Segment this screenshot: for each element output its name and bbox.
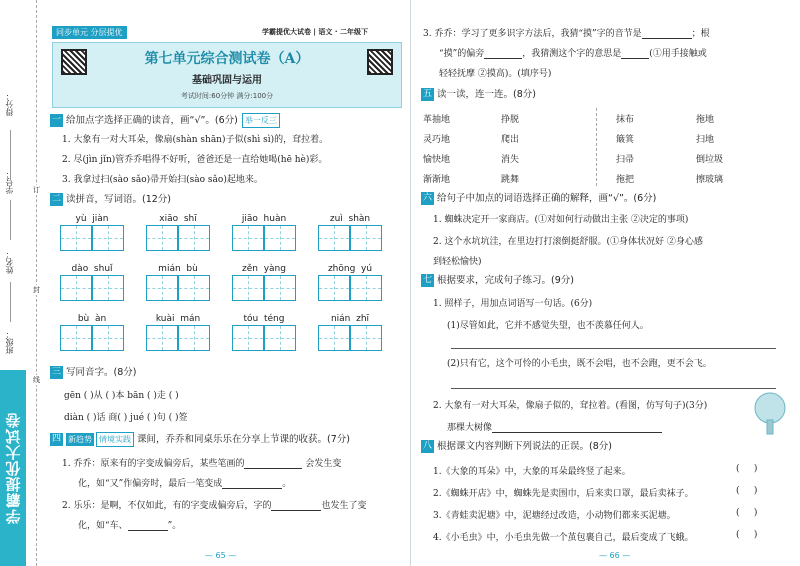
unit-tag: 同步单元 分层提优 bbox=[52, 26, 127, 39]
s1-item-1: 1. 大象有一对大耳朵，像扇(shàn shān)子似(shì sì)的，耷拉着。 bbox=[62, 135, 329, 145]
pinyin-group bbox=[318, 214, 382, 251]
s3-row-1: gēn ( )从 ( )本 bān ( )走 ( ) bbox=[64, 391, 179, 401]
s4b-line-1 bbox=[423, 26, 710, 39]
section-3-heading bbox=[50, 366, 136, 379]
tianzige-boxes bbox=[318, 225, 382, 251]
tianzige-cell[interactable] bbox=[318, 225, 350, 251]
s6-item-2: 2. 这个水坑坑洼，在里边打打滚倒挺舒服。(①身体状况好 ②身心感 bbox=[433, 237, 703, 247]
feng-mark: 封 bbox=[33, 286, 40, 294]
section-title: 课间，乔乔和同桌乐乐在分享上节课的收获。(7分) bbox=[137, 434, 350, 445]
id-label: 学号： bbox=[5, 170, 14, 194]
s6-item-2-cont: 到轻松愉快) bbox=[433, 257, 482, 267]
match-word[interactable]: 渐渐地 bbox=[423, 175, 451, 185]
s4-text: 1. 乔乔：原来有的字变成偏旁后，某些笔画的 bbox=[62, 459, 245, 469]
section-title: 给加点字选择正确的读音，画“√”。(6分) bbox=[66, 115, 238, 126]
section-tag: 举一反三 bbox=[242, 113, 280, 128]
s4b-text: “摸”的偏旁 bbox=[439, 49, 485, 59]
pinyin-group bbox=[146, 264, 210, 301]
tianzige-boxes bbox=[232, 275, 296, 301]
tianzige-boxes bbox=[146, 225, 210, 251]
s7-item-1-1: (1)尽管如此，它并不感觉失望，也不羡慕任何人。 bbox=[447, 321, 649, 331]
s4b-text: (①用手接触或 bbox=[649, 49, 707, 59]
title-box bbox=[52, 42, 402, 108]
id-line bbox=[10, 200, 11, 240]
pinyin-group bbox=[60, 314, 124, 351]
s7-item-2: 2. 大象有一对大耳朵，像扇子似的，耷拉着。(看图，仿写句子)(3分) bbox=[433, 401, 708, 411]
tianzige-cell[interactable] bbox=[60, 325, 92, 351]
section-number: 七 bbox=[423, 275, 433, 285]
section-title: 读一读，连一连。(8分) bbox=[437, 89, 536, 100]
tianzige-cell[interactable] bbox=[318, 275, 350, 301]
pinyin-text: dào shuǐ bbox=[71, 264, 113, 274]
pinyin-group bbox=[232, 214, 296, 251]
match-word[interactable]: 跳舞 bbox=[501, 175, 520, 185]
tianzige-cell[interactable] bbox=[264, 325, 296, 351]
pinyin-group bbox=[60, 264, 124, 301]
tianzige-cell[interactable] bbox=[92, 275, 124, 301]
brand-banner: 学霸提优大试卷 bbox=[0, 370, 26, 566]
tianzige-cell[interactable] bbox=[146, 275, 178, 301]
tianzige-cell[interactable] bbox=[264, 225, 296, 251]
answer-blank[interactable] bbox=[492, 423, 662, 433]
tianzige-cell[interactable] bbox=[60, 275, 92, 301]
sidebar bbox=[0, 0, 46, 566]
match-word[interactable]: 革抽地 bbox=[423, 115, 451, 125]
name-line bbox=[10, 282, 11, 322]
s1-item-3: 3. 我拿过扫(sào sǎo)帚开始扫(sào sǎo)起地来。 bbox=[62, 175, 263, 185]
s4b-text: 3. 乔乔：学习了更多识字方法后，我猜“摸”字的音节是 bbox=[423, 29, 642, 39]
s4-item-1a bbox=[62, 456, 341, 469]
answer-blank[interactable] bbox=[642, 29, 692, 39]
match-word[interactable]: 扫地 bbox=[696, 135, 715, 145]
tianzige-cell[interactable] bbox=[350, 275, 382, 301]
match-word[interactable]: 抹布 bbox=[616, 115, 635, 125]
pinyin-text: jiāo huàn bbox=[241, 214, 287, 224]
tianzige-cell[interactable] bbox=[146, 225, 178, 251]
section-2-heading bbox=[50, 193, 171, 206]
tianzige-cell[interactable] bbox=[178, 275, 210, 301]
section-number: 二 bbox=[52, 194, 62, 204]
pinyin-text: yù jiàn bbox=[75, 214, 109, 224]
tianzige-cell[interactable] bbox=[60, 225, 92, 251]
section-number: 五 bbox=[423, 89, 433, 99]
s4-text: 。 bbox=[282, 479, 292, 489]
s4-item-2a bbox=[62, 498, 366, 511]
score-label: 得分： bbox=[5, 92, 14, 116]
section-8-heading bbox=[421, 440, 612, 453]
s7-item-1-2: (2)只有它，这个可怜的小毛虫，既不会唱，也不会跑，更不会飞。 bbox=[447, 359, 712, 369]
pinyin-group bbox=[60, 214, 124, 251]
pinyin-text: bù àn bbox=[77, 314, 107, 324]
name-label: 姓名： bbox=[5, 250, 14, 274]
s7-text: 那棵大树像 bbox=[447, 423, 493, 433]
tianzige-boxes bbox=[146, 325, 210, 351]
tianzige-boxes bbox=[60, 275, 124, 301]
match-word[interactable]: 愉快地 bbox=[423, 155, 451, 165]
ding-mark: 订 bbox=[33, 186, 40, 194]
section-7-heading bbox=[421, 274, 574, 287]
s4-text: 化，如“车、 bbox=[78, 521, 128, 531]
pinyin-group bbox=[232, 314, 296, 351]
s4-text: 化，如“又”作偏旁时，最后一笔变成 bbox=[78, 479, 223, 489]
match-divider bbox=[596, 108, 597, 186]
s4b-text: ，我猜测这个字的意思是 bbox=[522, 49, 622, 59]
answer-blank[interactable] bbox=[128, 521, 168, 531]
pinyin-group bbox=[318, 314, 382, 351]
judge-item: 4.《小毛虫》中，小毛虫先做一个茧包裹自己，最后变成了飞蛾。 bbox=[433, 533, 694, 543]
section-number: 三 bbox=[52, 367, 62, 377]
answer-blank[interactable] bbox=[244, 459, 302, 469]
series-label: 学霸提优大试卷 | 语文 · 二年级下 bbox=[262, 28, 368, 36]
tianzige-boxes bbox=[232, 325, 296, 351]
practice-tag: 情境实践 bbox=[96, 432, 134, 447]
pinyin-text: xiāo shī bbox=[159, 214, 197, 224]
pinyin-text: kuài mán bbox=[155, 314, 201, 324]
pinyin-text: tóu téng bbox=[243, 314, 285, 324]
match-word[interactable]: 消失 bbox=[501, 155, 520, 165]
section-title: 根据课文内容判断下列说法的正误。(8分) bbox=[437, 441, 612, 452]
tianzige-cell[interactable] bbox=[350, 325, 382, 351]
tianzige-boxes bbox=[318, 325, 382, 351]
s3-row-2: diàn ( )话 商( ) jué ( )句 ( )签 bbox=[64, 413, 188, 423]
answer-line-1[interactable] bbox=[451, 348, 776, 349]
match-word[interactable]: 灵巧地 bbox=[423, 135, 451, 145]
s4-text: ”。 bbox=[167, 521, 182, 531]
pinyin-group bbox=[318, 264, 382, 301]
pinyin-text: nián zhī bbox=[330, 314, 370, 324]
tianzige-boxes bbox=[60, 225, 124, 251]
match-word[interactable]: 簸箕 bbox=[616, 135, 635, 145]
pinyin-text: zhōng yú bbox=[327, 264, 373, 274]
tianzige-boxes bbox=[318, 275, 382, 301]
pinyin-text: zuì shàn bbox=[329, 214, 371, 224]
tianzige-cell[interactable] bbox=[232, 225, 264, 251]
section-number: 六 bbox=[423, 193, 433, 203]
judge-item: 1.《大象的耳朵》中，大象的耳朵最终竖了起来。 bbox=[433, 467, 631, 477]
pinyin-group bbox=[232, 264, 296, 301]
pinyin-group bbox=[146, 314, 210, 351]
match-word[interactable]: 爬出 bbox=[501, 135, 520, 145]
judge-answer-paren[interactable]: ( ) bbox=[736, 508, 758, 518]
judge-answer-paren[interactable]: ( ) bbox=[736, 486, 758, 496]
judge-item: 3.《青蛙卖泥塘》中，泥塘经过改造，小动物们都来买泥塘。 bbox=[433, 511, 676, 521]
s4b-line-2 bbox=[439, 46, 707, 59]
tianzige-cell[interactable] bbox=[350, 225, 382, 251]
tree-icon bbox=[751, 392, 789, 436]
judge-answer-paren[interactable]: ( ) bbox=[736, 530, 758, 540]
answer-blank[interactable] bbox=[484, 49, 522, 59]
tianzige-cell[interactable] bbox=[146, 325, 178, 351]
match-word[interactable]: 扫帚 bbox=[616, 155, 635, 165]
header-strip bbox=[52, 26, 127, 39]
s4-text: 2. 乐乐：是啊，不仅如此，有的字变成偏旁后，字的 bbox=[62, 501, 272, 511]
s4b-line-3: 轻轻抚摩 ②摸高)。(填序号) bbox=[439, 69, 552, 79]
section-title: 写同音字。(8分) bbox=[66, 367, 137, 378]
match-word[interactable]: 挣脱 bbox=[501, 115, 520, 125]
xian-mark: 线 bbox=[33, 376, 40, 384]
cut-line bbox=[36, 0, 37, 566]
pinyin-group bbox=[146, 214, 210, 251]
tianzige-cell[interactable] bbox=[178, 325, 210, 351]
page-subtitle: 基础巩固与运用 bbox=[192, 75, 262, 86]
answer-line-2[interactable] bbox=[451, 388, 776, 389]
tianzige-cell[interactable] bbox=[92, 325, 124, 351]
tianzige-boxes bbox=[146, 275, 210, 301]
trend-tag: 新趋势 bbox=[68, 435, 93, 444]
class-label: 班级： bbox=[5, 330, 14, 354]
s4-item-2b bbox=[78, 518, 181, 531]
page-title: 第七单元综合测试卷（A） bbox=[144, 51, 310, 67]
pinyin-text: zěn yàng bbox=[242, 264, 286, 274]
section-title: 根据要求，完成句子练习。(9分) bbox=[437, 275, 574, 286]
section-6-heading bbox=[421, 192, 656, 205]
judge-item: 2.《蜘蛛开店》中，蜘蛛先是卖围巾，后来卖口罩，最后卖袜子。 bbox=[433, 489, 694, 499]
section-5-heading bbox=[421, 88, 536, 101]
s6-item-1: 1. 蜘蛛决定开一家商店。(①对如何行动做出主张 ②决定的事项) bbox=[433, 215, 689, 225]
s4b-text: ；根 bbox=[691, 29, 710, 39]
s7-item-1: 1. 照样子，用加点词语写一句话。(6分) bbox=[433, 299, 593, 309]
pinyin-text: mián bù bbox=[158, 264, 198, 274]
tianzige-boxes bbox=[232, 225, 296, 251]
section-number: 四 bbox=[52, 434, 62, 444]
tianzige-cell[interactable] bbox=[232, 275, 264, 301]
exam-meta: 考试时间:60分钟 满分:100分 bbox=[180, 92, 274, 100]
judge-answer-paren[interactable]: ( ) bbox=[736, 464, 758, 474]
match-word[interactable]: 拖地 bbox=[696, 115, 715, 125]
right-page bbox=[410, 0, 800, 566]
tianzige-cell[interactable] bbox=[264, 275, 296, 301]
section-1-heading bbox=[50, 113, 283, 128]
answer-blank[interactable] bbox=[621, 49, 649, 59]
tianzige-boxes bbox=[60, 325, 124, 351]
tianzige-cell[interactable] bbox=[92, 225, 124, 251]
section-4-heading bbox=[50, 432, 350, 447]
answer-blank[interactable] bbox=[222, 479, 282, 489]
page-number: — 66 — bbox=[599, 551, 631, 560]
section-title: 读拼音，写词语。(12分) bbox=[66, 194, 172, 205]
tianzige-cell[interactable] bbox=[232, 325, 264, 351]
page-number: — 65 — bbox=[205, 551, 237, 560]
match-word[interactable]: 拖把 bbox=[616, 175, 635, 185]
s4-text: 会发生变 bbox=[302, 459, 342, 469]
section-number: 一 bbox=[52, 115, 62, 125]
section-title: 给句子中加点的词语选择正确的解释，画“√”。(6分) bbox=[437, 193, 657, 204]
section-number: 八 bbox=[423, 441, 433, 451]
s4-text: 也发生了变 bbox=[321, 501, 367, 511]
answer-blank[interactable] bbox=[271, 501, 321, 511]
tianzige-cell[interactable] bbox=[318, 325, 350, 351]
s1-item-2: 2. 尽(jìn jǐn)管乔乔唱得不好听，爸爸还是一直给她喝(hē hè)彩。 bbox=[62, 155, 328, 165]
s4-item-1b bbox=[78, 476, 291, 489]
match-word[interactable]: 擦玻璃 bbox=[696, 175, 724, 185]
tianzige-cell[interactable] bbox=[178, 225, 210, 251]
s7-item-2-answer bbox=[447, 420, 662, 433]
match-word[interactable]: 倒垃圾 bbox=[696, 155, 724, 165]
